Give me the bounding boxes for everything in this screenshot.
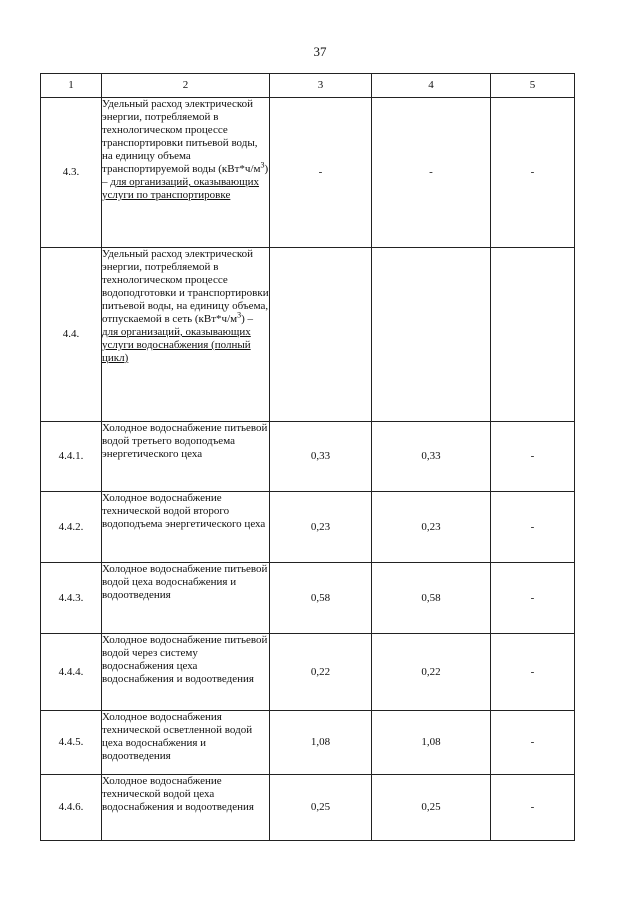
value-col3: 1,08 [270, 711, 372, 775]
row-description: Холодное водоснабжение технической водой второго водоподъема энергетического цеха [102, 492, 270, 563]
header-cell-5: 5 [491, 74, 575, 98]
desc-text: Удельный расход электрической энергии, потребляемой в технологическом процессе транспортировки питьевой воды, на единицу объема транспортируемой воды (кВт*ч/м [102, 98, 261, 175]
value-col5: - [491, 711, 575, 775]
row-number: 4.4. [41, 248, 102, 422]
value-col4: 0,22 [372, 634, 491, 711]
value-col3: 0,25 [270, 775, 372, 841]
value-col4: 0,33 [372, 422, 491, 492]
row-number: 4.4.2. [41, 492, 102, 563]
value-col5: - [491, 98, 575, 248]
value-col4: - [372, 98, 491, 248]
page-number: 37 [313, 44, 327, 59]
row-number: 4.4.4. [41, 634, 102, 711]
value-col3: 0,33 [270, 422, 372, 492]
row-number: 4.4.5. [41, 711, 102, 775]
table-row [41, 422, 575, 492]
value-col4: 0,23 [372, 492, 491, 563]
header-cell-1: 1 [41, 74, 102, 98]
row-description [102, 248, 270, 422]
desc-underlined: для организаций, оказывающих услуги водоснабжения (полный цикл) [102, 326, 251, 364]
table-row [41, 711, 575, 775]
table-row [41, 563, 575, 634]
table-row [41, 98, 575, 248]
value-col5: - [491, 492, 575, 563]
indicators-table [40, 73, 575, 841]
desc-text-after: ) – [102, 163, 269, 188]
header-cell-4: 4 [372, 74, 491, 98]
row-number: 4.4.3. [41, 563, 102, 634]
row-description: Холодное водоснабжение питьевой водой третьего водоподъема энергетического цеха [102, 422, 270, 492]
value-col3: 0,58 [270, 563, 372, 634]
value-col4: 1,08 [372, 711, 491, 775]
row-number: 4.3. [41, 98, 102, 248]
row-description: Холодное водоснабжение технической водой цеха водоснабжения и водоотведения [102, 775, 270, 841]
value-col5: - [491, 422, 575, 492]
value-col3: 0,23 [270, 492, 372, 563]
value-col4 [372, 248, 491, 422]
table-row [41, 492, 575, 563]
desc-superscript: 3 [237, 310, 242, 320]
row-description [102, 98, 270, 248]
value-col4: 0,58 [372, 563, 491, 634]
value-col4: 0,25 [372, 775, 491, 841]
header-cell-2: 2 [102, 74, 270, 98]
row-number: 4.4.1. [41, 422, 102, 492]
row-description: Холодное водоснабжения технической осветленной водой цеха водоснабжения и водоотведения [102, 711, 270, 775]
desc-text: Удельный расход электрической энергии, потребляемой в технологическом процессе водоподготовки и транспортировки питьевой воды, на единицу объема, отпускаемой в сеть (кВт*ч/м [102, 248, 269, 325]
desc-text-after: ) – [241, 313, 254, 325]
value-col5: - [491, 563, 575, 634]
table-row [41, 248, 575, 422]
desc-superscript: 3 [260, 160, 265, 170]
value-col5 [491, 248, 575, 422]
value-col5: - [491, 775, 575, 841]
row-number: 4.4.6. [41, 775, 102, 841]
value-col3: - [270, 98, 372, 248]
row-description: Холодное водоснабжение питьевой водой цеха водоснабжения и водоотведения [102, 563, 270, 634]
desc-underlined: для организаций, оказывающих услуги по транспортировке [102, 176, 260, 201]
value-col3: 0,22 [270, 634, 372, 711]
header-cell-3: 3 [270, 74, 372, 98]
table-row [41, 775, 575, 841]
table-row [41, 634, 575, 711]
row-description: Холодное водоснабжение питьевой водой через систему водоснабжения цеха водоснабжения и водоотведения [102, 634, 270, 711]
header-row [41, 74, 575, 98]
value-col5: - [491, 634, 575, 711]
value-col3 [270, 248, 372, 422]
